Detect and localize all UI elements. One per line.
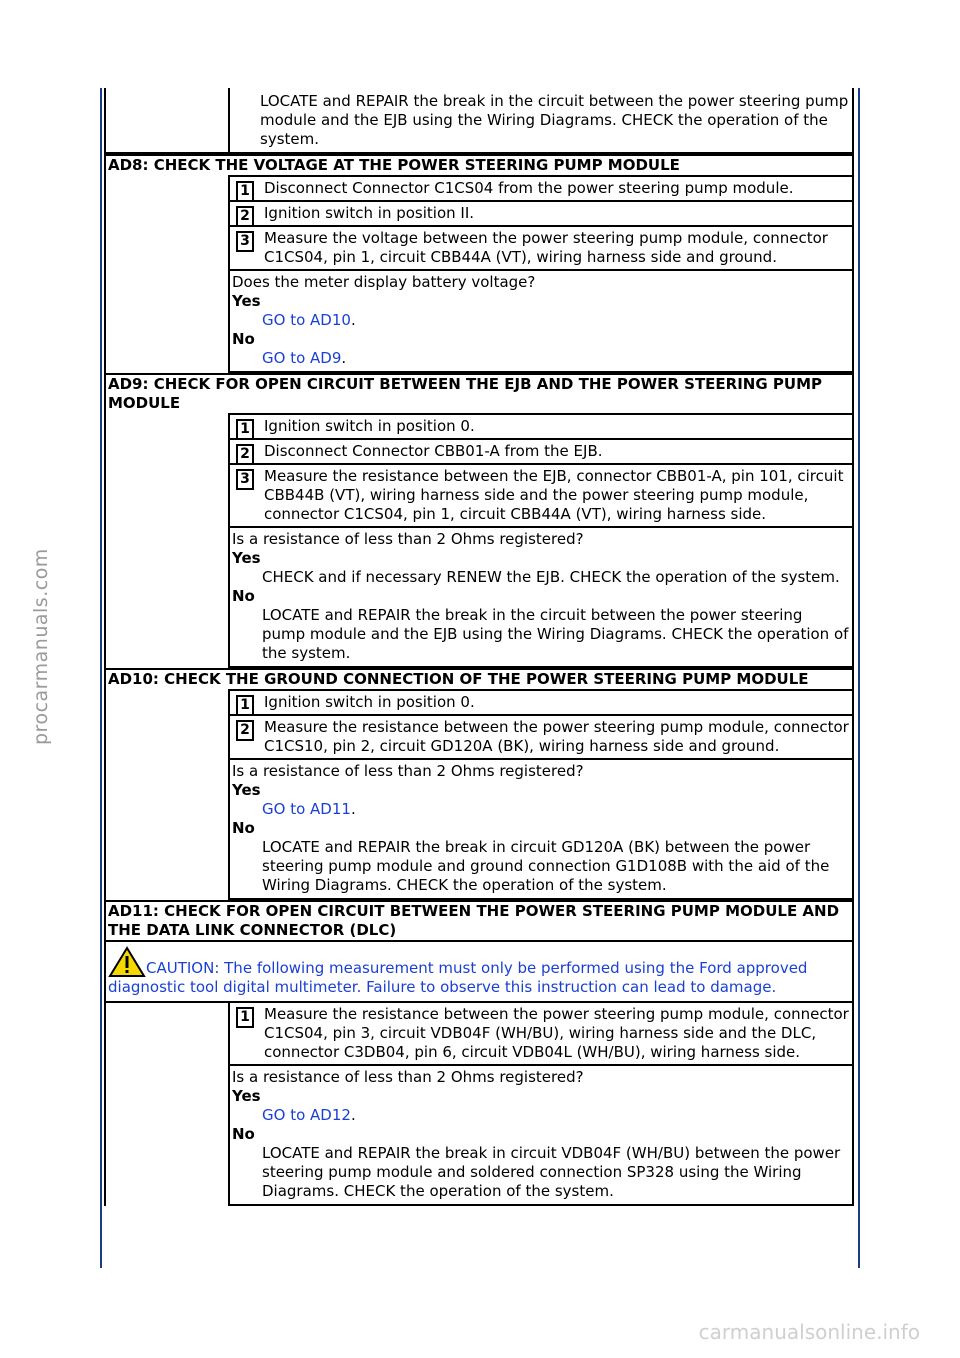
- step-number: 3: [236, 231, 254, 252]
- caution-text: CAUTION: The following measurement must only be performed using the Ford approved diagnostic tool digital multimeter. Failure to observe this instruction can lead to damage.: [108, 959, 808, 996]
- yes-label: Yes: [232, 549, 261, 567]
- ad10-qa: [230, 760, 852, 900]
- empty-cell: [106, 88, 230, 152]
- period: .: [350, 800, 356, 818]
- period: .: [350, 311, 356, 329]
- step-item: [230, 465, 852, 528]
- no-text: LOCATE and REPAIR the break in circuit VDB04F (WH/BU) between the power steering pump module and soldered connection SP328 using the Wiring Diagrams. CHECK the operation of the system.: [262, 1144, 841, 1200]
- empty-cell: [106, 689, 230, 900]
- no-label: No: [232, 587, 255, 605]
- step-number: 2: [236, 444, 254, 465]
- step-text: Ignition switch in position II.: [264, 204, 475, 222]
- ad11-qa: [230, 1066, 852, 1206]
- side-watermark: procarmanuals.com: [30, 548, 52, 745]
- no-label: No: [232, 330, 255, 348]
- step-number: 2: [236, 206, 254, 227]
- ad9-header: AD9: CHECK FOR OPEN CIRCUIT BETWEEN THE EJB AND THE POWER STEERING PUMP MODULE: [104, 373, 854, 413]
- yes-label: Yes: [232, 292, 261, 310]
- step-item: [230, 227, 852, 271]
- step-number: 3: [236, 469, 254, 490]
- left-border-line: [100, 88, 102, 1268]
- question: Is a resistance of less than 2 Ohms registered?: [232, 530, 584, 548]
- step-number: 1: [236, 695, 254, 716]
- ad11-header: AD11: CHECK FOR OPEN CIRCUIT BETWEEN THE POWER STEERING PUMP MODULE AND THE DATA LINK CONNECTOR (DLC): [104, 900, 854, 940]
- continuation-row: [104, 88, 854, 154]
- ad9-qa: [230, 528, 852, 668]
- step-item: [230, 689, 852, 716]
- yes-label: Yes: [232, 1087, 261, 1105]
- go-to-ad12-link[interactable]: GO to AD12: [262, 1106, 351, 1124]
- step-number: 1: [236, 1007, 254, 1028]
- right-border-line: [858, 88, 860, 1268]
- step-text: Ignition switch in position 0.: [264, 693, 475, 711]
- ad10-header: AD10: CHECK THE GROUND CONNECTION OF THE POWER STEERING PUMP MODULE: [104, 668, 854, 689]
- step-text: Ignition switch in position 0.: [264, 417, 475, 435]
- step-text: Measure the resistance between the power steering pump module, connector C1CS04, pin 3, circuit VDB04F (WH/BU), wiring harness side and the DLC, connector C3DB04, pin 6, circuit VDB04L (WH/BU), wiring harness side.: [264, 1005, 849, 1061]
- empty-cell: [106, 413, 230, 668]
- period: .: [350, 1106, 356, 1124]
- question: Is a resistance of less than 2 Ohms registered?: [232, 762, 584, 780]
- step-item: [230, 1003, 852, 1066]
- ad8-qa: [230, 271, 852, 373]
- step-item: [230, 440, 852, 465]
- empty-cell: [106, 175, 230, 373]
- step-text: Disconnect Connector CBB01-A from the EJB.: [264, 442, 603, 460]
- caution-box: [104, 940, 854, 1001]
- step-item: [230, 202, 852, 227]
- continuation-text: LOCATE and REPAIR the break in the circuit between the power steering pump module and the EJB using the Wiring Diagrams. CHECK the operation of the system.: [260, 92, 849, 148]
- warning-triangle-icon: [108, 946, 146, 978]
- go-to-ad10-link[interactable]: GO to AD10: [262, 311, 351, 329]
- ad9-block: [104, 413, 854, 668]
- step-text: Measure the resistance between the power steering pump module, connector C1CS10, pin 2, circuit GD120A (BK), wiring harness side and ground.: [264, 718, 849, 755]
- ad11-block: [104, 1001, 854, 1206]
- no-label: No: [232, 819, 255, 837]
- step-number: 1: [236, 419, 254, 440]
- no-label: No: [232, 1125, 255, 1143]
- ad8-header: AD8: CHECK THE VOLTAGE AT THE POWER STEERING PUMP MODULE: [104, 154, 854, 175]
- ad10-block: [104, 689, 854, 900]
- no-text: LOCATE and REPAIR the break in the circuit between the power steering pump module and the EJB using the Wiring Diagrams. CHECK the operation of the system.: [262, 606, 849, 662]
- ad8-block: [104, 175, 854, 373]
- question: Is a resistance of less than 2 Ohms registered?: [232, 1068, 584, 1086]
- step-number: 2: [236, 720, 254, 741]
- step-text: Measure the resistance between the EJB, connector CBB01-A, pin 101, circuit CBB44B (VT), wiring harness side and the power steering pump module, connector C1CS04, pin 1, circuit CBB44A (VT), wiring harness side.: [264, 467, 844, 523]
- yes-text: CHECK and if necessary RENEW the EJB. CHECK the operation of the system.: [262, 568, 840, 586]
- step-item: [230, 716, 852, 760]
- step-item: [230, 413, 852, 440]
- no-text: LOCATE and REPAIR the break in circuit GD120A (BK) between the power steering pump module and ground connection G1D108B with the aid of the Wiring Diagrams. CHECK the operation of the system.: [262, 838, 830, 894]
- empty-cell: [106, 1003, 230, 1206]
- step-number: 1: [236, 181, 254, 202]
- go-to-ad9-link[interactable]: GO to AD9: [262, 349, 342, 367]
- step-text: Measure the voltage between the power steering pump module, connector C1CS04, pin 1, circuit CBB44A (VT), wiring harness side and ground.: [264, 229, 828, 266]
- document-table: [104, 88, 854, 1206]
- period: .: [341, 349, 347, 367]
- step-text: Disconnect Connector C1CS04 from the power steering pump module.: [264, 179, 794, 197]
- go-to-ad11-link[interactable]: GO to AD11: [262, 800, 351, 818]
- question: Does the meter display battery voltage?: [232, 273, 536, 291]
- step-item: [230, 175, 852, 202]
- yes-label: Yes: [232, 781, 261, 799]
- footer-watermark: carmanualsonline.info: [698, 1320, 920, 1344]
